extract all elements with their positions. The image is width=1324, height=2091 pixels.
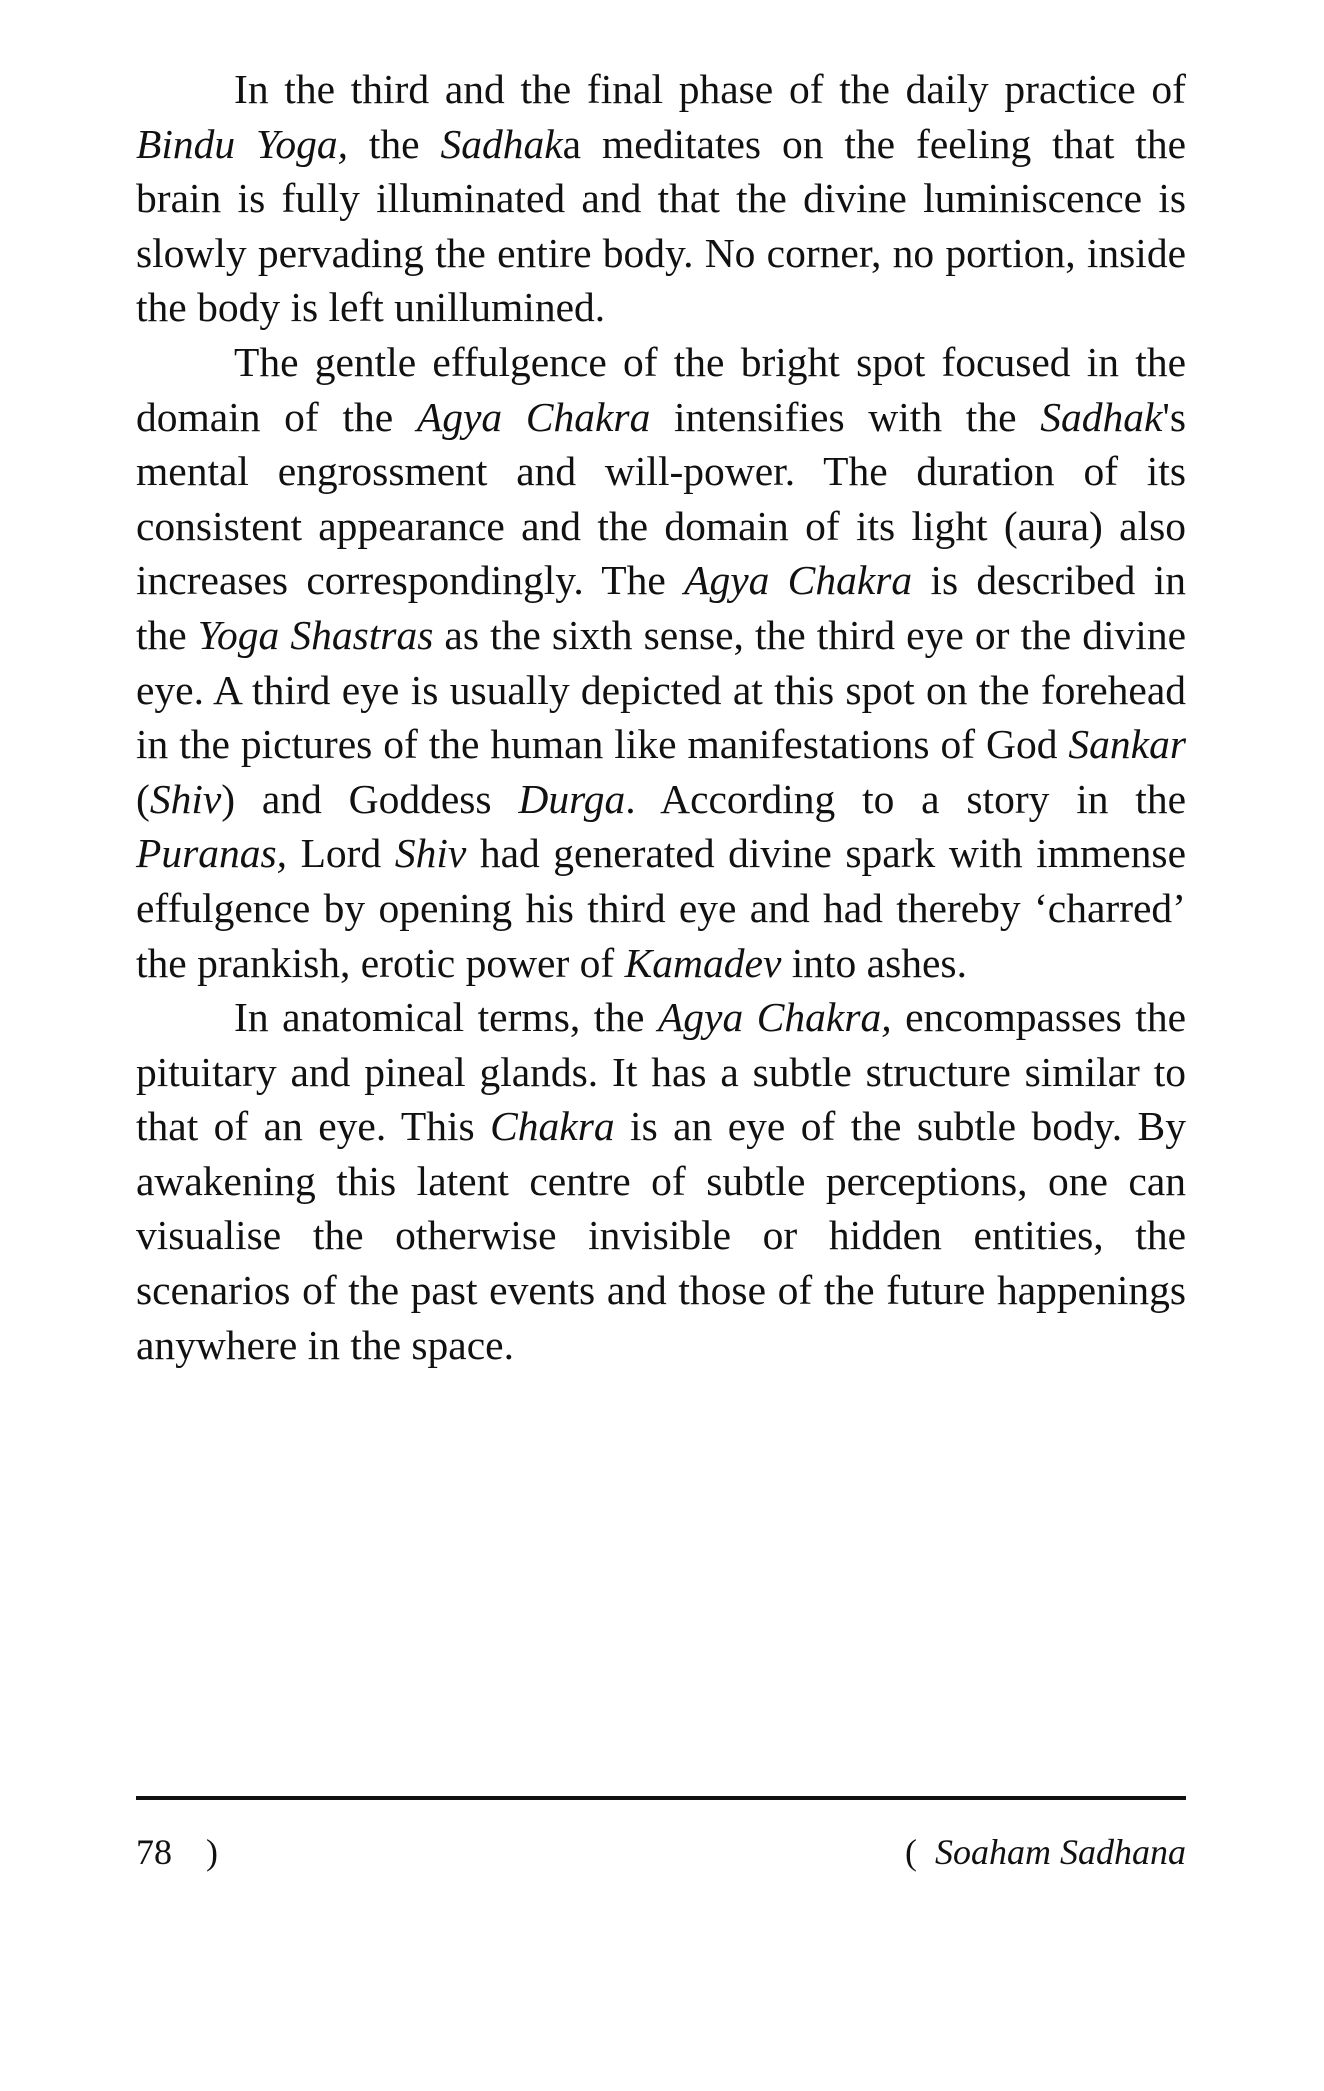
text-run: had generated divine spark with immense effulgence by opening his third eye and had thereby ‘charred’ the prankish, erotic power of — [136, 830, 1186, 986]
text-run: is an eye of the subtle body. By awakening this latent centre of subtle perceptions, one can visualise the otherwise invisible or hidden entities, the scenarios of the past events and those of the future happenings anywhere in the space. — [136, 1103, 1186, 1368]
italic-term: Shiv — [149, 775, 222, 822]
text-run: the — [347, 120, 441, 167]
italic-term: Agya Chakra — [416, 393, 651, 440]
italic-term: Kamadev — [624, 939, 782, 986]
page-body — [136, 62, 1186, 1372]
text-run: is described in the — [136, 557, 1186, 658]
text-run: a meditates on the feeling that the brain is fully illuminated and that the divine luminiscence is slowly pervading the entire body. No corner, no portion, inside the body is left unillumined. — [136, 120, 1186, 331]
paragraph-1 — [136, 62, 1186, 335]
italic-term: Sadhak — [440, 120, 563, 167]
italic-term: Chakra — [490, 1103, 615, 1150]
text-run: into ashes. — [781, 939, 967, 986]
text-run: In the third and the final phase of the daily practice of — [234, 66, 1186, 112]
folio — [136, 1822, 218, 1882]
italic-term: Agya Chakra, — [657, 994, 892, 1041]
open-paren: ( — [905, 1832, 917, 1872]
close-paren: ) — [206, 1832, 218, 1872]
italic-term: Agya Chakra — [684, 557, 913, 604]
text-run: In anatomical terms, the — [234, 994, 658, 1041]
text-run: as the sixth sense, the third eye or the divine eye. A third eye is usually depicted at this spot on the forehead in the pictures of the human like manifestations of God — [136, 611, 1186, 768]
footer-rule — [136, 1796, 1186, 1800]
page-footer — [136, 1822, 1186, 1882]
book-title: Soaham Sadhana — [935, 1832, 1186, 1872]
page-number: 78 — [136, 1832, 172, 1872]
running-title — [905, 1822, 1186, 1882]
italic-term: Sankar — [1068, 721, 1186, 768]
paragraph-3 — [136, 990, 1186, 1372]
text-run: ( — [136, 775, 150, 822]
italic-term: Durga — [518, 775, 626, 822]
paragraph-2 — [136, 335, 1186, 990]
italic-term: Sadhak — [1040, 393, 1163, 440]
text-run: 's mental engrossment and will-power. The duration of its consistent appearance and the domain of its light (aura) also increases correspondingly. The — [136, 393, 1186, 604]
italic-term: Bindu Yoga, — [136, 120, 348, 167]
italic-term: Yoga Shastras — [197, 611, 434, 658]
text-run: ) and Goddess — [221, 775, 519, 822]
italic-term: Shiv — [394, 830, 467, 877]
text-run: intensifies with the — [650, 393, 1041, 440]
text-run: The gentle effulgence of the bright spot focused in the domain of the — [136, 338, 1186, 440]
text-run: . According to a story in the — [625, 775, 1186, 822]
text-run: Lord — [287, 830, 395, 877]
italic-term: Puranas, — [136, 830, 288, 877]
text-run: encompasses the pituitary and pineal glands. It has a subtle structure similar to that of an eye. This — [136, 994, 1186, 1150]
